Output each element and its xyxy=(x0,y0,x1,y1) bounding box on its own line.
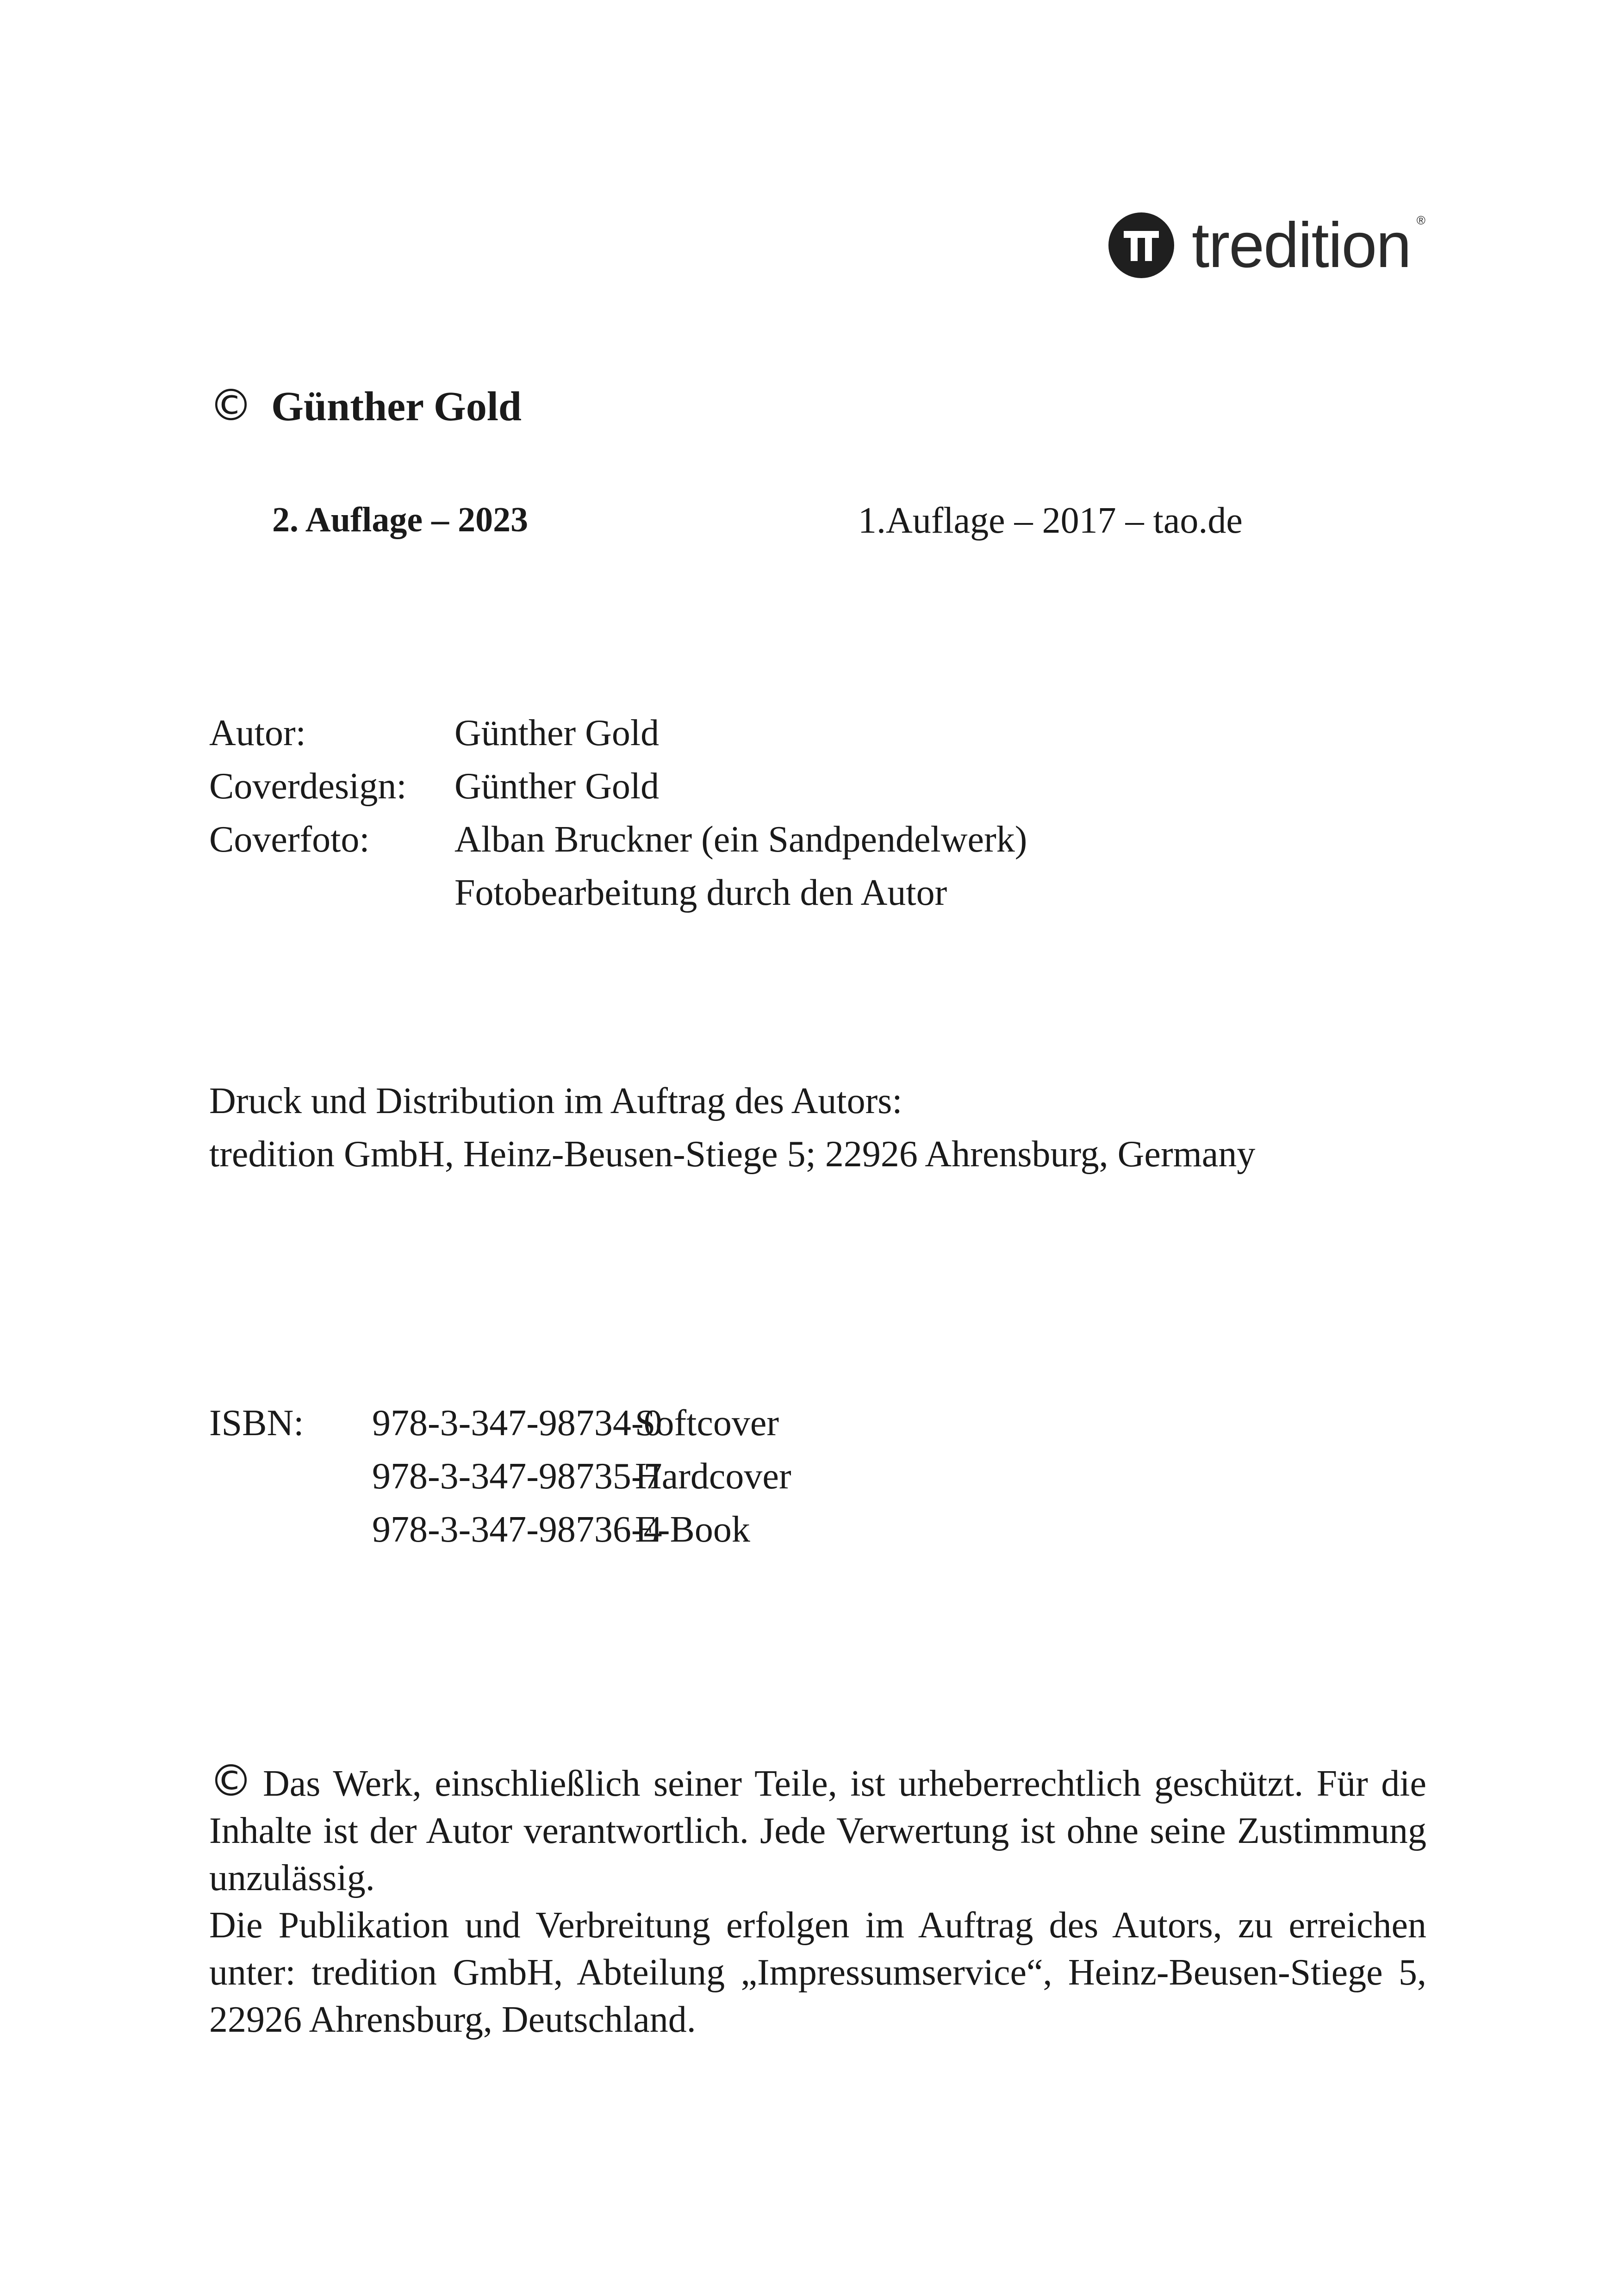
credit-value: Fotobearbeitung durch den Autor xyxy=(454,872,947,913)
isbn-row xyxy=(209,1503,791,1556)
credits-block xyxy=(209,707,1027,920)
legal-paragraph xyxy=(209,1758,1426,1902)
logo-wordmark xyxy=(1192,210,1425,281)
distribution-address: tredition GmbH, Heinz-Beusen-Stiege 5; 22926 Ahrensburg, Germany xyxy=(209,1134,1256,1175)
credit-label: Coverdesign: xyxy=(209,766,407,807)
isbn-format: E-Book xyxy=(635,1509,750,1550)
isbn-format: Softcover xyxy=(635,1403,779,1444)
legal-paragraph: Die Publikation und Verbreitung erfolgen im Auftrag des Autors, zu erreichen unter: tredition GmbH, Abteilung „Impressumservice“, Heinz-Beusen-Stiege 5, 22926 Ahrensburg, Deutschland. xyxy=(209,1905,1426,2040)
copyright-holder-line xyxy=(209,380,522,431)
legal-notice xyxy=(209,1758,1426,2043)
copyright-holder: Günther Gold xyxy=(271,384,522,429)
copyright-icon: © xyxy=(209,380,253,431)
credit-value: Alban Bruckner (ein Sandpendelwerk) xyxy=(454,819,1027,860)
second-edition: 2. Auflage – 2023 xyxy=(272,500,529,539)
credit-row xyxy=(209,866,1027,920)
credit-row xyxy=(209,760,1027,813)
isbn-row xyxy=(209,1397,791,1450)
credit-label: Coverfoto: xyxy=(209,819,370,860)
isbn-format: Hardcover xyxy=(635,1456,791,1497)
distribution-line: Druck und Distribution im Auftrag des Autors: xyxy=(209,1081,902,1121)
isbn-number: 978-3-347-98734-0 xyxy=(372,1403,662,1444)
isbn-label: ISBN: xyxy=(209,1403,304,1444)
first-edition: 1.Auflage – 2017 – tao.de xyxy=(858,500,1243,541)
isbn-row xyxy=(209,1450,791,1503)
isbn-number: 978-3-347-98736-4 xyxy=(372,1509,662,1550)
publisher-logo xyxy=(1108,210,1425,281)
credit-label xyxy=(209,866,454,920)
credit-value: Günther Gold xyxy=(454,713,660,753)
copyright-icon: © xyxy=(209,1756,253,1806)
credit-row xyxy=(209,813,1027,866)
registered-mark: ® xyxy=(1416,213,1425,227)
credit-label: Autor: xyxy=(209,713,306,753)
isbn-number: 978-3-347-98735-7 xyxy=(372,1456,662,1497)
distribution-block xyxy=(209,1075,1255,1181)
legal-text: Das Werk, einschließlich seiner Teile, ist urheberrechtlich geschützt. Für die Inhalte ist der Autor verantwortlich. Jede Verwertung ist ohne seine Zustimmung unzulässig. xyxy=(209,1763,1426,1898)
isbn-block xyxy=(209,1397,791,1556)
logo-wordmark-text: tredition xyxy=(1192,210,1411,281)
credit-row xyxy=(209,707,1027,760)
credit-value: Günther Gold xyxy=(454,766,660,807)
tredition-logo-icon xyxy=(1108,212,1174,278)
